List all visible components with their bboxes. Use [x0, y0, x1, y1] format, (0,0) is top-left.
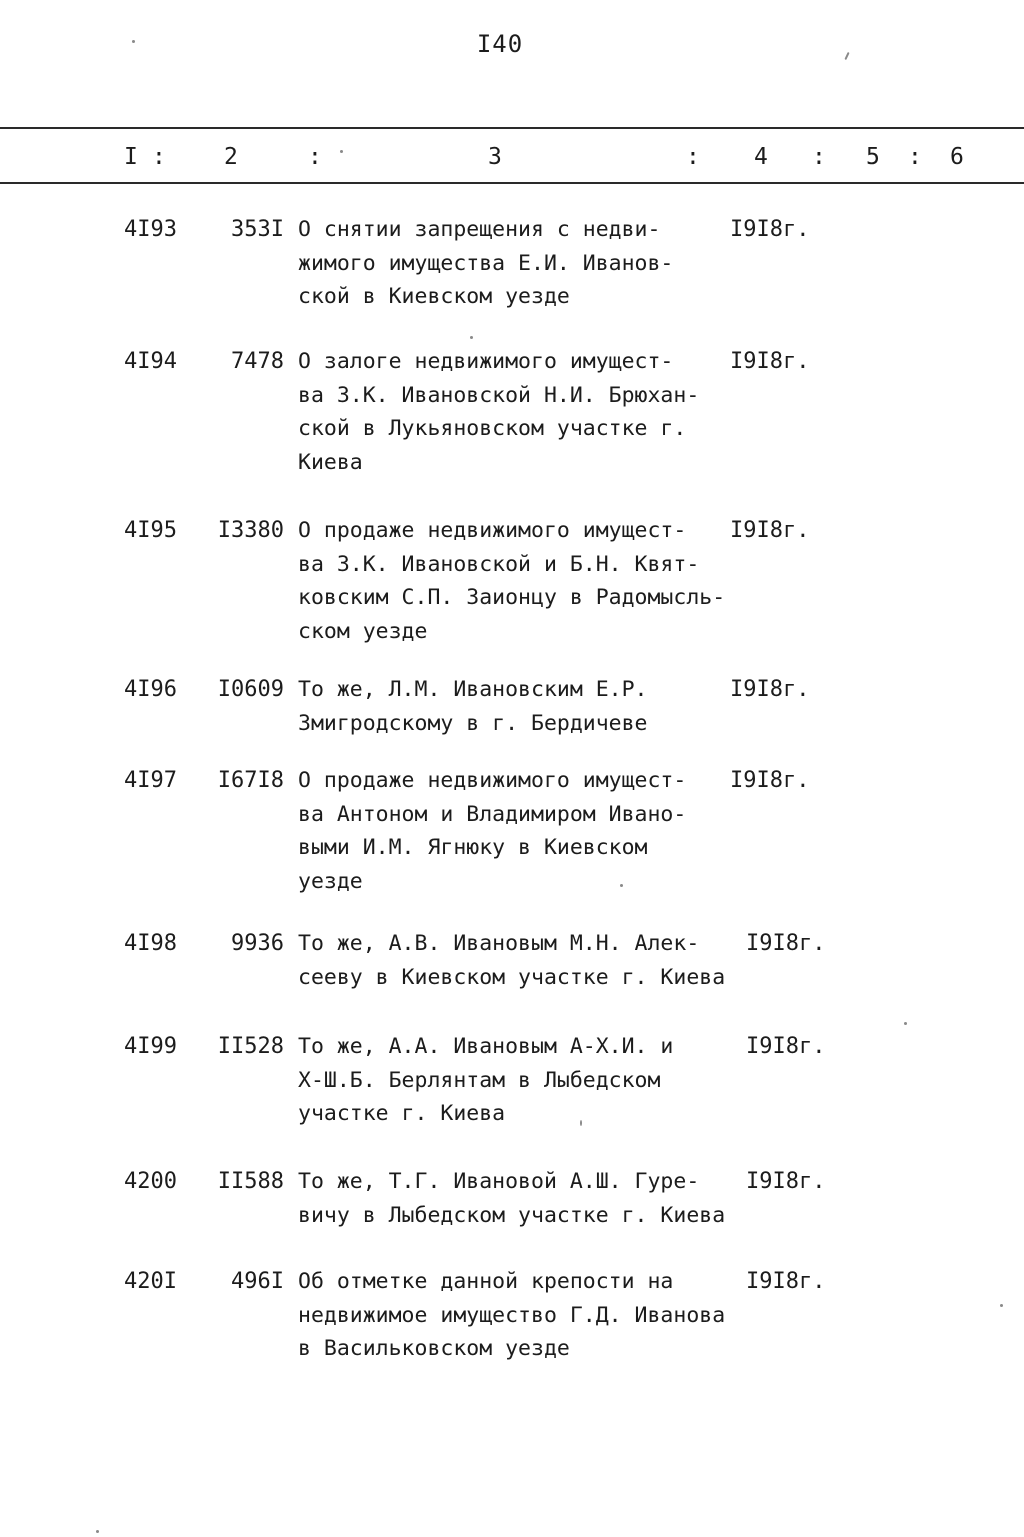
scan-speck — [96, 1530, 99, 1533]
record-title-line: ва З.К. Ивановской и Б.Н. Квят- — [298, 551, 700, 577]
record-old-number: 7478 — [231, 349, 284, 374]
record-title-line: То же, Т.Г. Ивановой А.Ш. Гуре- — [298, 1169, 700, 1194]
record-title-line: Х-Ш.Б. Берлянтам в Лыбедском — [298, 1067, 661, 1093]
header-rule-top — [0, 127, 1024, 129]
record-date: I9I8г. — [730, 518, 810, 543]
record-date: I9I8г. — [746, 1269, 826, 1294]
column-separator: : — [152, 144, 166, 170]
record-title — [298, 764, 738, 898]
record-title — [298, 213, 738, 314]
record-title-line: ва З.К. Ивановской Н.И. Брюхан- — [298, 382, 700, 408]
column-header-5: 5 — [866, 144, 880, 170]
record-title-line: ской в Киевском уезде — [298, 284, 570, 309]
scan-speck — [470, 336, 473, 339]
record-title — [298, 1265, 738, 1366]
record-number: 4I94 — [124, 349, 177, 374]
record-date: I9I8г. — [730, 349, 810, 374]
record-title-line: То же, А.В. Ивановым М.Н. Алек- — [298, 931, 700, 956]
record-number: 4I97 — [124, 768, 177, 793]
column-header-2: 2 — [224, 144, 238, 170]
record-number: 4I96 — [124, 677, 177, 702]
record-date: I9I8г. — [730, 217, 810, 242]
column-header-3: 3 — [488, 144, 502, 170]
record-title-line: Киева — [298, 449, 363, 475]
record-old-number: 353I — [231, 217, 284, 242]
scan-speck — [580, 1120, 582, 1126]
record-title-line: О продаже недвижимого имущест- — [298, 518, 687, 543]
scan-speck — [904, 1022, 907, 1025]
column-header-1: I — [124, 144, 138, 170]
column-separator: : — [908, 144, 922, 170]
record-date: I9I8г. — [746, 931, 826, 956]
record-title-line: сееву в Киевском участке г. Киева — [298, 964, 726, 990]
scan-speck — [340, 150, 343, 153]
record-title-line: ской в Лукьяновском участке г. — [298, 416, 687, 441]
record-title-line: То же, А.А. Ивановым А-Х.И. и — [298, 1034, 674, 1059]
record-title — [298, 514, 738, 648]
page-number: I40 — [476, 30, 524, 58]
record-title-line: О залоге недвижимого имущест- — [298, 349, 674, 374]
record-title-line: О продаже недвижимого имущест- — [298, 768, 687, 793]
record-date: I9I8г. — [730, 768, 810, 793]
column-separator: : — [812, 144, 826, 170]
scan-speck — [1000, 1304, 1003, 1307]
scan-speck — [620, 884, 623, 887]
record-title-line: уезде — [298, 868, 363, 894]
record-title-line: жимого имущества Е.И. Иванов- — [298, 250, 674, 276]
record-date: I9I8г. — [746, 1169, 826, 1194]
record-title-line: ском уезде — [298, 618, 428, 644]
record-old-number: II528 — [217, 1034, 284, 1059]
record-title — [298, 927, 738, 994]
record-number: 4I98 — [124, 931, 177, 956]
record-date: I9I8г. — [746, 1034, 826, 1059]
record-old-number: 9936 — [231, 931, 284, 956]
record-title-line: ковским С.П. Заионцу в Радомысль- — [298, 585, 726, 610]
record-title-line: Змигродскому в г. Бердичеве — [298, 710, 648, 736]
record-number: 4200 — [124, 1169, 177, 1194]
record-old-number: II588 — [217, 1169, 284, 1194]
scan-speck — [132, 40, 135, 43]
header-rule-bottom — [0, 182, 1024, 184]
record-title — [298, 1030, 738, 1131]
scan-speck — [844, 52, 849, 60]
record-date: I9I8г. — [730, 677, 810, 702]
record-title-line: О снятии запрещения с недви- — [298, 217, 661, 242]
column-header-4: 4 — [754, 144, 768, 170]
record-title — [298, 345, 738, 479]
record-title-line: выми И.М. Ягнюку в Киевском — [298, 835, 648, 860]
record-old-number: I0609 — [217, 677, 284, 702]
record-number: 4I93 — [124, 217, 177, 242]
record-old-number: I3380 — [217, 518, 284, 543]
record-title-line: вичу в Лыбедском участке г. Киева — [298, 1202, 726, 1228]
column-header-6: 6 — [950, 144, 964, 170]
record-title-line: участке г. Киева — [298, 1101, 506, 1126]
record-number: 4I95 — [124, 518, 177, 543]
record-old-number: I67I8 — [217, 768, 284, 793]
record-title — [298, 673, 738, 740]
record-old-number: 496I — [231, 1269, 284, 1294]
record-number: 4I99 — [124, 1034, 177, 1059]
record-number: 420I — [124, 1269, 177, 1294]
record-title-line: недвижимое имущество Г.Д. Иванова — [298, 1302, 726, 1328]
record-title-line: в Васильковском уезде — [298, 1336, 570, 1361]
record-title — [298, 1165, 738, 1232]
column-separator: : — [308, 144, 322, 170]
record-title-line: То же, Л.М. Ивановским Е.Р. — [298, 677, 648, 702]
column-separator: : — [686, 144, 700, 170]
record-title-line: Об отметке данной крепости на — [298, 1269, 674, 1294]
record-title-line: ва Антоном и Владимиром Ивано- — [298, 801, 687, 827]
